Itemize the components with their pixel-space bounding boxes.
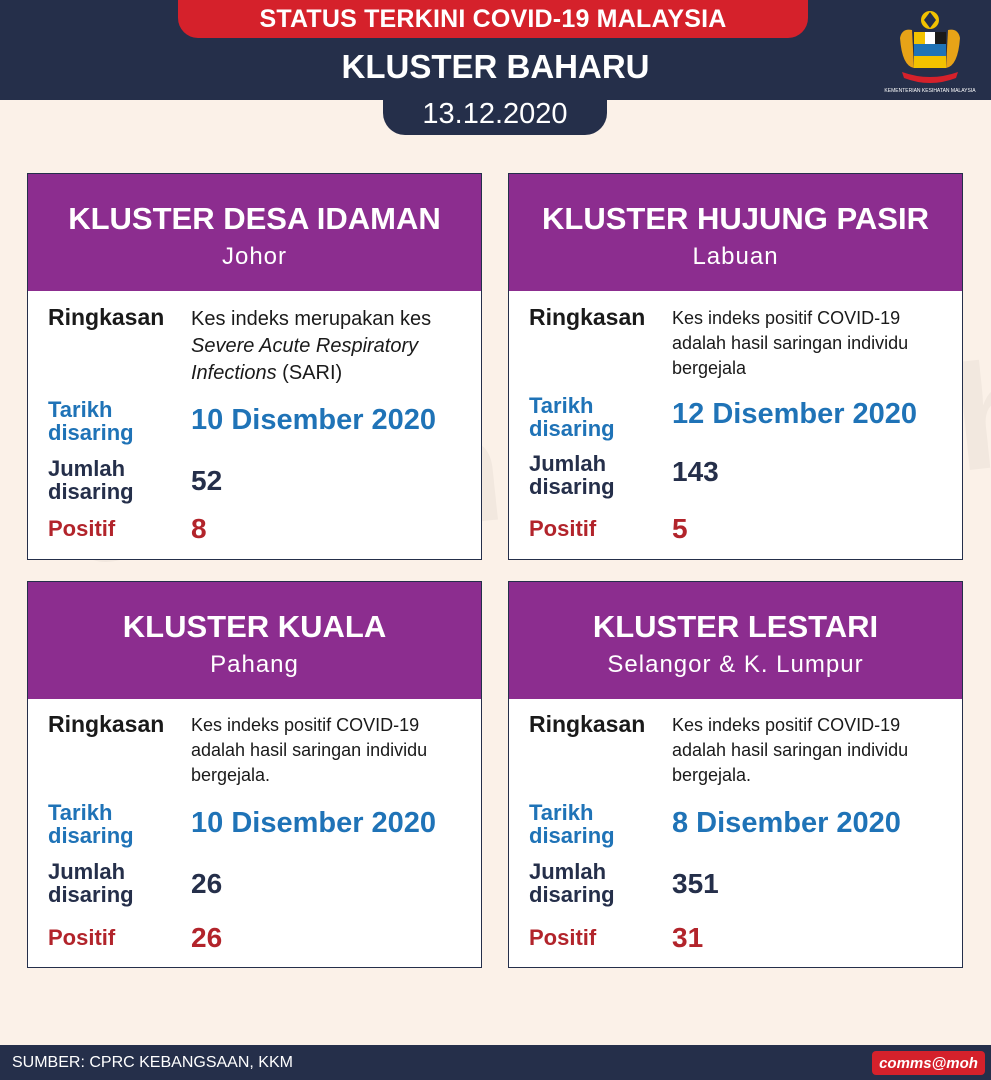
summary-text: Kes indeks merupakan kes Severe Acute Respiratory Infections (SARI) (191, 308, 432, 384)
positive-label: Positif (529, 925, 597, 950)
date-value: 8 Disember 2020 (672, 807, 901, 839)
screened-label: Jumlah disaring (529, 451, 615, 499)
positive-value: 8 (191, 513, 207, 544)
positive-value: 31 (672, 922, 704, 953)
screened-value: 52 (191, 465, 223, 496)
report-date: 13.12.2020 (383, 93, 607, 135)
cluster-name: KLUSTER LESTARI (592, 609, 879, 644)
cluster-name: KLUSTER KUALA (122, 609, 387, 644)
summary-text: Kes indeks positif COVID-19 adalah hasil saringan individu bergejala. (191, 715, 428, 785)
screened-value: 143 (672, 456, 719, 487)
cluster-card-header (28, 582, 481, 699)
cluster-state: Johor (221, 243, 288, 270)
summary-label: Ringkasan (48, 304, 165, 330)
date-value: 10 Disember 2020 (191, 404, 437, 436)
logo-caption: KEMENTERIAN KESIHATAN MALAYSIA (884, 88, 976, 94)
summary-label: Ringkasan (529, 711, 646, 737)
date-label: Tarikh disaring (48, 800, 134, 848)
cluster-state: Pahang (210, 651, 299, 678)
summary-text: Kes indeks positif COVID-19 adalah hasil saringan individu bergejala (672, 308, 909, 378)
cluster-state: Labuan (692, 243, 779, 270)
date-label: Tarikh disaring (529, 800, 615, 848)
cluster-name: KLUSTER DESA IDAMAN (68, 201, 441, 236)
cluster-card-header (28, 174, 481, 291)
malaysia-coat-of-arms-icon (880, 8, 980, 98)
date-value: 10 Disember 2020 (191, 807, 437, 839)
cluster-state: Selangor & K. Lumpur (607, 651, 864, 678)
status-title: STATUS TERKINI COVID-19 MALAYSIA (178, 0, 808, 38)
positive-value: 26 (191, 922, 223, 953)
screened-label: Jumlah disaring (48, 859, 134, 907)
summary-text: Kes indeks positif COVID-19 adalah hasil saringan individu bergejala. (672, 715, 909, 785)
positive-label: Positif (48, 925, 116, 950)
screened-label: Jumlah disaring (529, 859, 615, 907)
page-title: KLUSTER BAHARU (341, 48, 650, 85)
footer-bar (0, 1045, 991, 1080)
cluster-card-header (509, 582, 962, 699)
screened-label: Jumlah disaring (48, 456, 134, 504)
date-label: Tarikh disaring (48, 397, 134, 445)
screened-value: 26 (191, 868, 223, 899)
cluster-card (508, 581, 963, 968)
comms-badge: comms@moh (872, 1051, 985, 1075)
summary-label: Ringkasan (529, 304, 646, 330)
source-text: SUMBER: CPRC KEBANGSAAN, KKM (12, 1054, 293, 1071)
cluster-card (508, 173, 963, 560)
summary-label: Ringkasan (48, 711, 165, 737)
screened-value: 351 (672, 868, 719, 899)
cluster-card-header (509, 174, 962, 291)
date-value: 12 Disember 2020 (672, 398, 918, 430)
positive-value: 5 (672, 513, 688, 544)
positive-label: Positif (529, 516, 597, 541)
date-label: Tarikh disaring (529, 393, 615, 441)
positive-label: Positif (48, 516, 116, 541)
cluster-card (27, 173, 482, 560)
cluster-name: KLUSTER HUJUNG PASIR (542, 201, 929, 236)
cluster-card (27, 581, 482, 968)
